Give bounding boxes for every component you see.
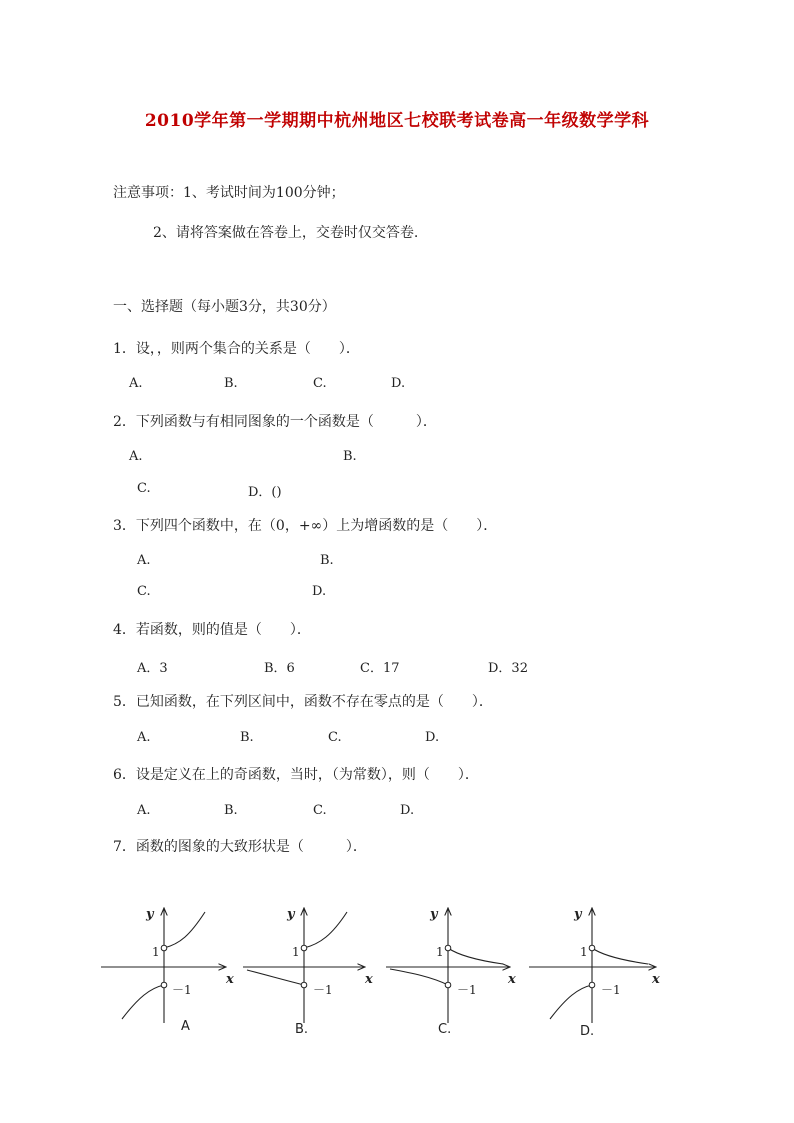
graph-c[interactable] [386,907,516,1037]
graph-d-x-label: x [652,972,660,987]
q5-option-c: C. [328,730,342,745]
graph-a-y-label: y [146,907,154,922]
q5-option-b: B. [240,730,254,745]
graph-b-caption: B. [295,1022,309,1037]
q5-option-a: A. [137,730,151,745]
q6-option-a: A. [137,803,151,818]
question-1: 1．设，，则两个集合的关系是（ ）． [113,341,360,357]
q4-option-c: C．17 [360,661,400,676]
q4-option-a: A．3 [137,661,168,676]
graph-c-caption: C. [438,1022,452,1037]
graph-d-one-label: 1 [580,945,588,959]
q3-option-d: D. [312,584,327,599]
q3-option-c: C. [137,584,151,599]
question-3: 3．下列四个函数中，在（0，+∞）上为增函数的是（ ）． [113,518,498,534]
question-6: 6．设是定义在上的奇函数，当时，（为常数），则（ ）． [113,767,479,783]
page-title: 2010学年第一学期期中杭州地区七校联考试卷高一年级数学学科 [144,111,650,131]
question-7: 7．函数的图象的大致形状是（ ）． [113,839,367,855]
q4-option-d: D．32 [488,661,528,676]
section-heading: 一、选择题（每小题3分，共30分） [113,299,336,315]
graph-a-neg-one-label: －1 [172,983,192,997]
notes-line-1: 注意事项：1、考试时间为100分钟； [113,185,345,201]
graph-d-neg-one-label: －1 [601,983,621,997]
q1-option-b: B. [224,376,238,391]
question-5: 5．已知函数，在下列区间中，函数不存在零点的是（ ）． [113,694,493,710]
graph-b-neg-one-label: －1 [313,983,333,997]
question-4: 4．若函数，则的值是（ ）． [113,622,311,638]
q6-option-b: B. [224,803,238,818]
q1-option-a: A. [129,376,143,391]
notes-line-2: 2、请将答案做在答卷上，交卷时仅交答卷. [153,225,419,241]
q2-option-b: B. [343,449,357,464]
graph-b-x-label: x [365,972,373,987]
graph-b-y-label: y [287,907,295,922]
q3-option-b: B. [320,553,334,568]
q4-option-b: B．6 [264,661,295,676]
question-2: 2．下列函数与有相同图象的一个函数是（ ）． [113,414,437,430]
graph-c-one-label: 1 [436,945,444,959]
graph-a-caption: A [181,1019,190,1034]
graph-c-neg-one-label: －1 [457,983,477,997]
q5-option-d: D. [425,730,440,745]
graph-b[interactable] [243,907,373,1037]
graph-d[interactable] [529,907,660,1039]
graph-a-one-label: 1 [152,945,160,959]
q2-option-c: C. [137,481,151,496]
graph-a-x-label: x [226,972,234,987]
q2-option-a: A. [129,449,143,464]
q2-option-d: D．() [248,485,282,500]
graph-a[interactable] [101,907,234,1034]
graph-d-y-label: y [574,907,582,922]
q6-option-c: C. [313,803,327,818]
q6-option-d: D. [400,803,415,818]
graph-d-caption: D. [580,1024,595,1039]
q3-option-a: A. [137,553,151,568]
q1-option-c: C. [313,376,327,391]
graph-c-y-label: y [430,907,438,922]
graph-b-one-label: 1 [292,945,300,959]
q1-option-d: D. [391,376,406,391]
graph-c-x-label: x [508,972,516,987]
